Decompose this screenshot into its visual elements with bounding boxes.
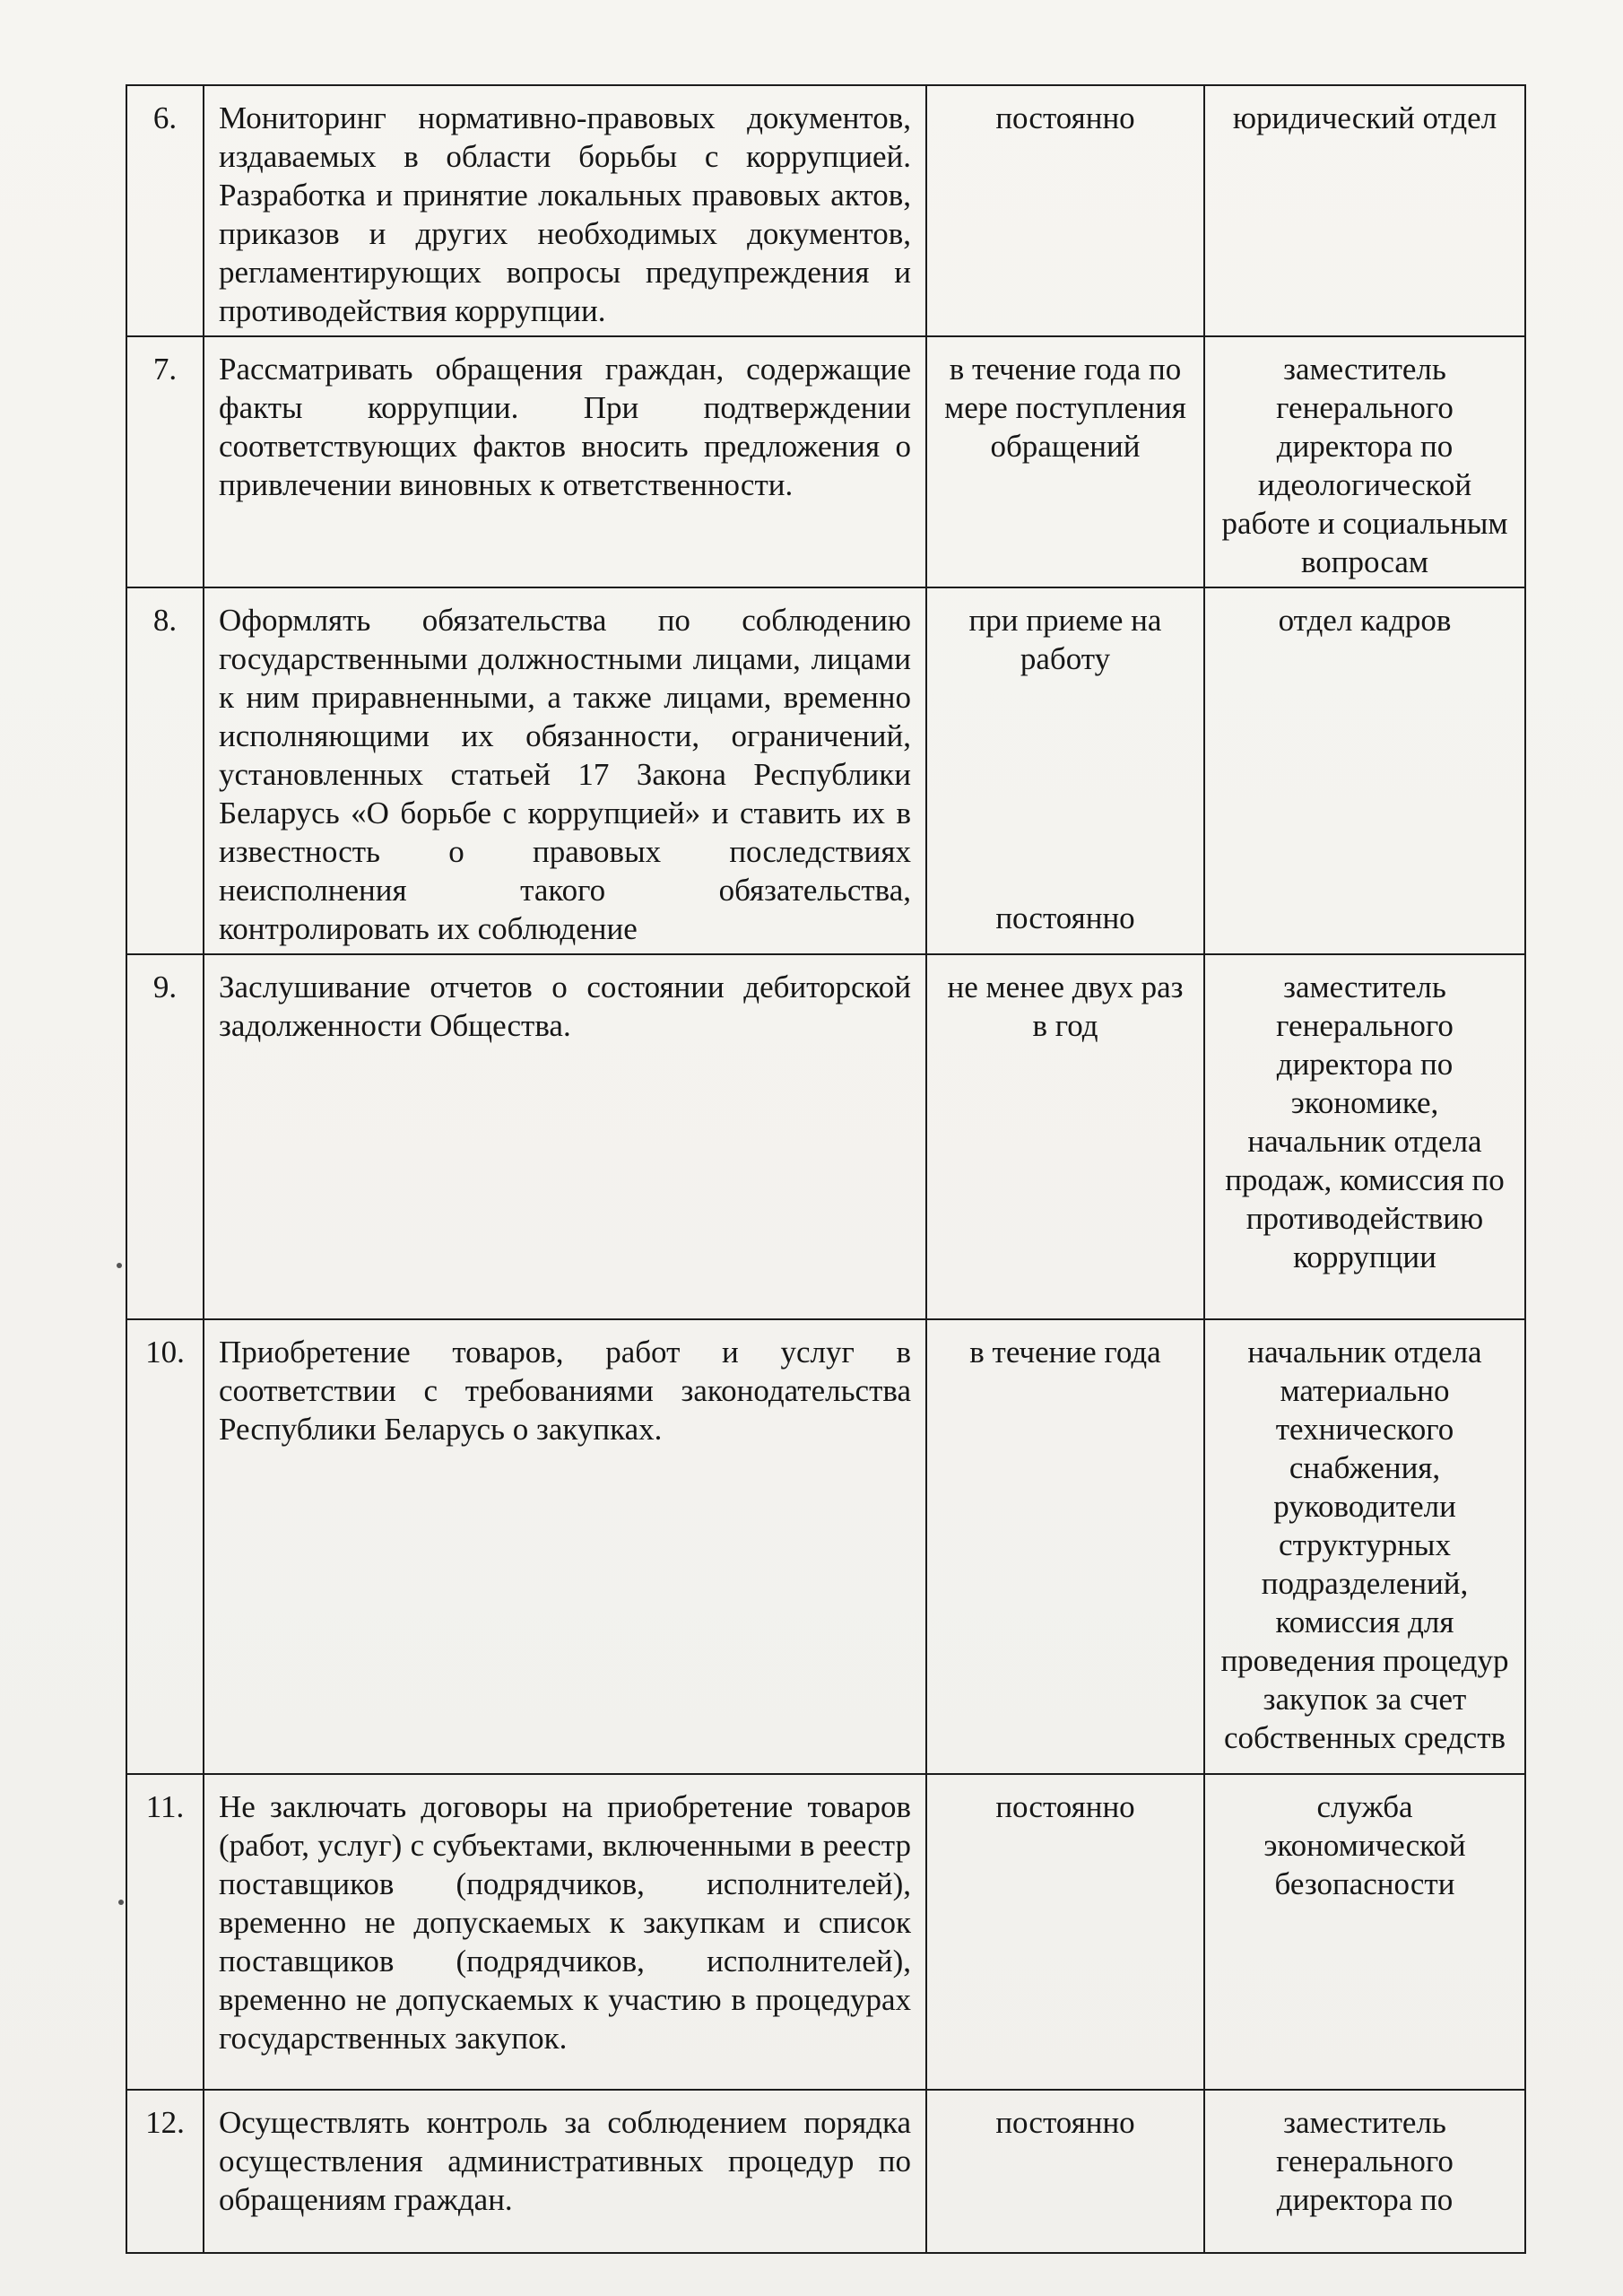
deadline-text: в течение года: [926, 1319, 1204, 1774]
row-number: 8.: [126, 587, 204, 954]
responsible-text: заместитель генерального директора по идеологической работе и социальным вопросам: [1204, 336, 1525, 587]
table-row: [126, 1774, 1525, 2090]
table-row: [126, 587, 1525, 954]
responsible-text: начальник отдела материально технического снабжения, руководители структурных подразделений, комиссия для проведения процедур закупок за счет собственных средств: [1204, 1319, 1525, 1774]
deadline-cell: [926, 587, 1204, 954]
deadline-text: постоянно: [926, 85, 1204, 336]
responsible-text: служба экономической безопасности: [1204, 1774, 1525, 2090]
scan-speck: [118, 1900, 124, 1905]
scan-speck: [117, 1263, 122, 1268]
measure-text: Рассматривать обращения граждан, содержащие факты коррупции. При подтверждении соответствующих фактов вносить предложения о привлечении виновных к ответственности.: [204, 336, 926, 587]
responsible-text: отдел кадров: [1204, 587, 1525, 954]
deadline-text: при приеме на работу: [968, 603, 1162, 676]
measure-text: Осуществлять контроль за соблюдением порядка осуществления административных процедур по обращениям граждан.: [204, 2090, 926, 2253]
table-row: [126, 2090, 1525, 2253]
measure-text: Заслушивание отчетов о состоянии дебиторской задолженности Общества.: [204, 954, 926, 1319]
row-number: 7.: [126, 336, 204, 587]
table-row: [126, 85, 1525, 336]
row-number: 12.: [126, 2090, 204, 2253]
responsible-text: заместитель генерального директора по экономике, начальник отдела продаж, комиссия по противодействию коррупции: [1204, 954, 1525, 1319]
row-number: 10.: [126, 1319, 204, 1774]
responsible-text: заместитель генерального директора по: [1204, 2090, 1525, 2253]
action-plan-table: [126, 84, 1526, 2254]
deadline-text-secondary: постоянно: [995, 900, 1135, 935]
row-number: 9.: [126, 954, 204, 1319]
row-number: 6.: [126, 85, 204, 336]
deadline-text: в течение года по мере поступления обращений: [926, 336, 1204, 587]
table-row: [126, 954, 1525, 1319]
measure-text: Приобретение товаров, работ и услуг в соответствии с требованиями законодательства Республики Беларусь о закупках.: [204, 1319, 926, 1774]
table-row: [126, 336, 1525, 587]
measure-text: Не заключать договоры на приобретение товаров (работ, услуг) с субъектами, включенными в реестр поставщиков (подрядчиков, исполнителей), временно не допускаемых к закупкам и список поставщиков (подрядчиков, исполнителей), временно не допускаемых к участию в процедурах государственных закупок.: [204, 1774, 926, 2090]
deadline-text: постоянно: [926, 1774, 1204, 2090]
responsible-text: юридический отдел: [1204, 85, 1525, 336]
deadline-text: постоянно: [926, 2090, 1204, 2253]
measure-text: Мониторинг нормативно-правовых документов, издаваемых в области борьбы с коррупцией. Разработка и принятие локальных правовых актов, приказов и других необходимых документов, регламентирующих вопросы предупреждения и противодействия коррупции.: [204, 85, 926, 336]
measure-text: Оформлять обязательства по соблюдению государственными должностными лицами, лицами к ним приравненными, а также лицами, временно исполняющими их обязанности, ограничений, установленных статьей 17 Закона Республики Беларусь «О борьбе с коррупцией» и ставить их в известность о правовых последствиях неисполнения такого обязательства, контролировать их соблюдение: [204, 587, 926, 954]
deadline-text: не менее двух раз в год: [926, 954, 1204, 1319]
row-number: 11.: [126, 1774, 204, 2090]
table-row: [126, 1319, 1525, 1774]
